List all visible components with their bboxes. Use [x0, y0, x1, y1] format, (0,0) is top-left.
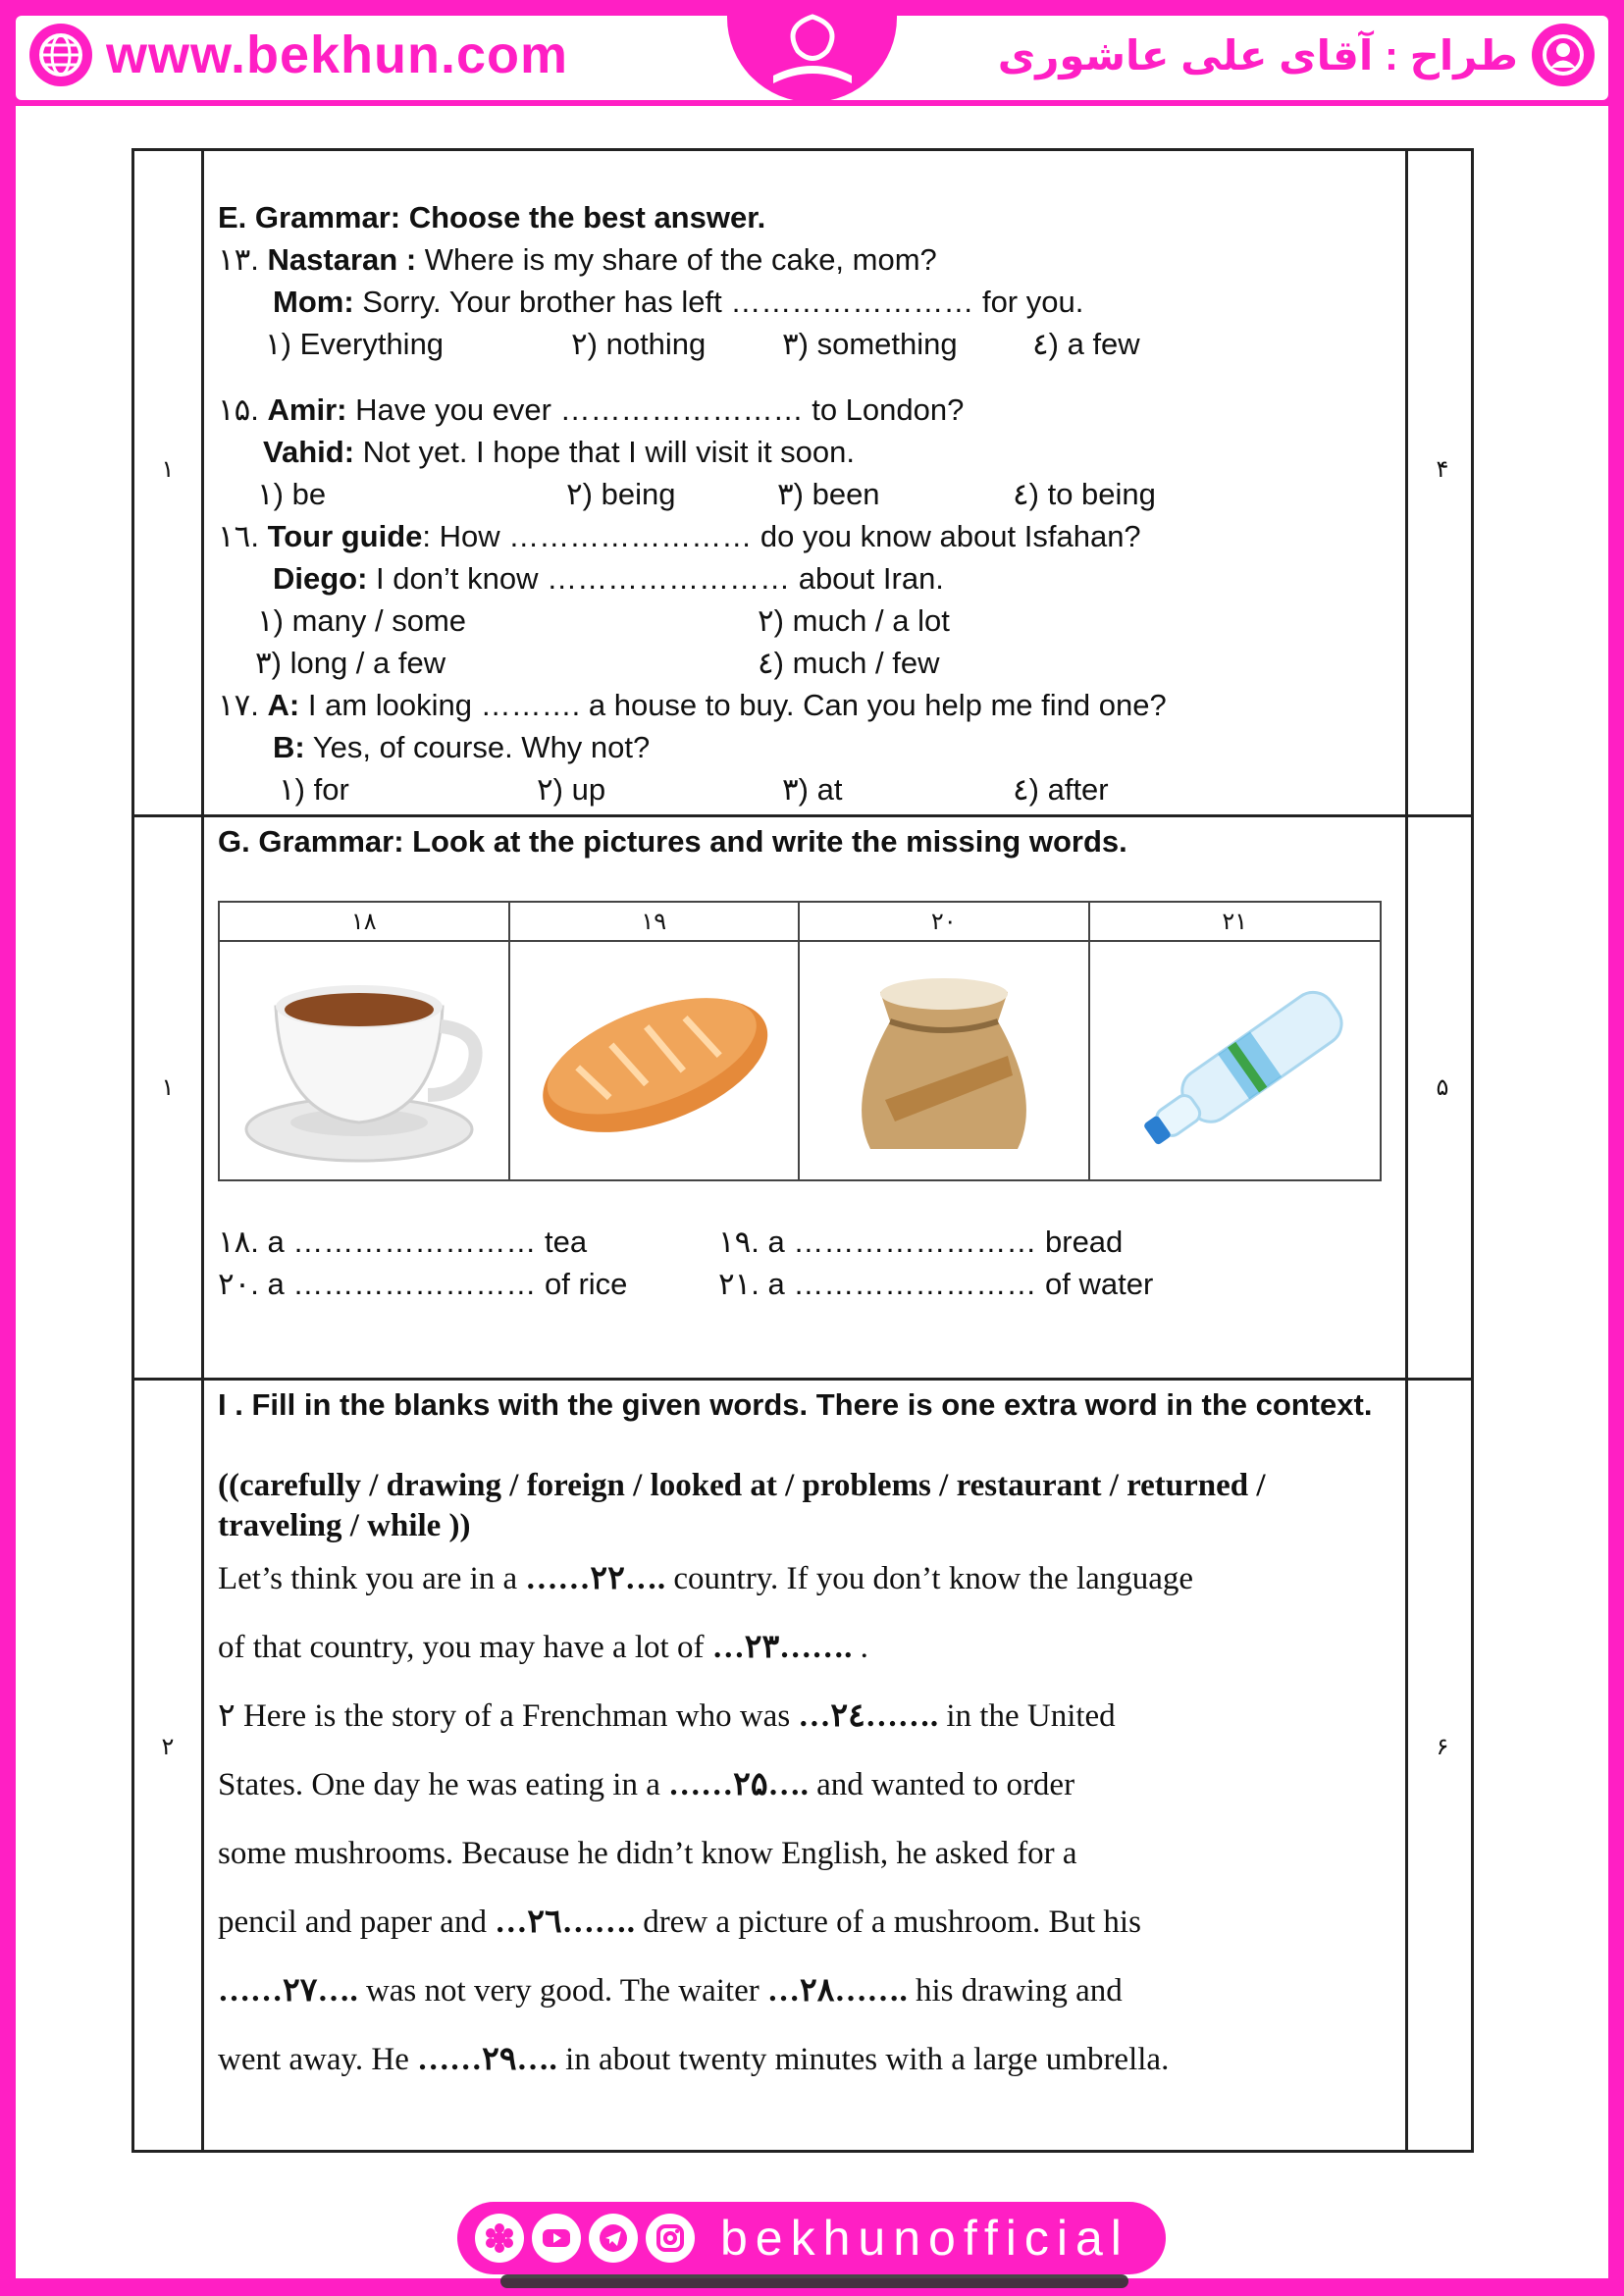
passage — [218, 1544, 1395, 2094]
website-url: www.bekhun.com — [106, 26, 569, 84]
option[interactable]: ۳) something — [782, 327, 958, 361]
option[interactable]: ۳) at — [782, 772, 843, 807]
water-bottle-image — [1090, 942, 1381, 1179]
picture-label: ۱۹ — [510, 903, 801, 942]
passage-line: of that country, you may have a lot of …۲۳……. . — [218, 1630, 868, 1665]
rubika-icon[interactable] — [475, 2214, 524, 2263]
passage-line: ۲ Here is the story of a Frenchman who was …۲٤……. in the United — [218, 1698, 1116, 1734]
question-15: ۱۵. Amir: Have you ever …………………… to London? — [218, 392, 965, 427]
passage-line: ……۲۷…. was not very good. The waiter …۲۸……. his drawing and — [218, 1973, 1123, 2009]
row-divider — [134, 1378, 1471, 1381]
option[interactable]: ۲) much / a lot — [758, 603, 950, 638]
youtube-icon[interactable] — [532, 2214, 581, 2263]
picture-label: ۱۸ — [220, 903, 510, 942]
book-logo-icon — [754, 7, 871, 95]
passage-line: States. One day he was eating in a ……۲۵…. and wanted to order — [218, 1767, 1075, 1802]
website-link[interactable] — [29, 24, 568, 86]
passage-line: Let’s think you are in a ……۲۲…. country. If you don’t know the language — [218, 1561, 1194, 1596]
picture-label: ۲۱ — [1090, 903, 1381, 942]
row-score: ۵ — [1436, 1074, 1449, 1101]
passage-line: some mushrooms. Because he didn’t know English, he asked for a — [218, 1836, 1077, 1871]
section-e-heading: E. Grammar: Choose the best answer. — [218, 200, 766, 235]
option[interactable]: ۲) up — [537, 772, 606, 807]
section-g-answers — [218, 1221, 1395, 1305]
question-16: ۱٦. Tour guide: How …………………… do you know about Isfahan? — [218, 519, 1141, 553]
question-17: ۱۷. A: I am looking ………. a house to buy. Can you help me find one? — [218, 688, 1167, 722]
options-17 — [218, 768, 1395, 810]
column-divider — [1405, 151, 1408, 2150]
designer-name: طراح : آقای علی عاشوری — [997, 31, 1518, 78]
row-number: ۱ — [161, 456, 175, 483]
option[interactable]: ٤) much / few — [758, 646, 940, 680]
section-i-heading: I . Fill in the blanks with the given words. There is one extra word in the context. — [218, 1387, 1373, 1422]
tea-cup-image — [220, 942, 510, 1179]
passage-line: pencil and paper and …۲٦……. drew a picture of a mushroom. But his — [218, 1905, 1141, 1940]
rice-sack-image — [800, 942, 1090, 1179]
exam-table — [131, 148, 1474, 2153]
footer-shadow — [500, 2274, 1128, 2288]
options-16b — [218, 642, 1395, 684]
option[interactable]: ۳) long / a few — [255, 646, 446, 680]
option[interactable]: ۱) many / some — [257, 603, 467, 638]
option[interactable]: ٤) after — [1013, 772, 1109, 807]
option[interactable]: ۱) for — [279, 772, 349, 807]
option[interactable]: ۳) been — [777, 477, 880, 511]
user-icon — [1532, 24, 1595, 86]
picture-label: ۲۰ — [800, 903, 1090, 942]
option[interactable]: ٤) to being — [1013, 477, 1156, 511]
section-g-heading: G. Grammar: Look at the pictures and write the missing words. — [218, 824, 1127, 859]
option[interactable]: ۱) be — [257, 477, 327, 511]
answer-18: ۱۸. a …………………… tea — [218, 1225, 588, 1259]
answer-19: ۱۹. a …………………… bread — [718, 1225, 1124, 1259]
row-score: ۴ — [1436, 456, 1449, 483]
answer-21: ۲۱. a …………………… of water — [718, 1267, 1154, 1301]
options-16a — [218, 600, 1395, 642]
passage-line: went away. He ……۲۹…. in about twenty minutes with a large umbrella. — [218, 2042, 1170, 2077]
bread-image — [510, 942, 801, 1179]
question-13: ۱۳. Nastaran : Where is my share of the cake, mom? — [218, 242, 937, 277]
telegram-icon[interactable] — [589, 2214, 638, 2263]
row-score: ۶ — [1436, 1734, 1449, 1760]
answer-20: ۲۰. a …………………… of rice — [218, 1267, 628, 1301]
option[interactable]: ۲) nothing — [571, 327, 707, 361]
options-15 — [218, 473, 1395, 515]
word-bank: ((carefully / drawing / foreign / looked at / problems / restaurant / returned / traveling / while )) — [218, 1468, 1266, 1543]
row-number: ۱ — [161, 1074, 175, 1101]
social-footer — [457, 2202, 1166, 2274]
instagram-icon[interactable] — [646, 2214, 695, 2263]
row-divider — [134, 814, 1471, 817]
option[interactable]: ۱) Everything — [265, 327, 445, 361]
option[interactable]: ٤) a few — [1032, 327, 1140, 361]
section-e: E. Grammar: Choose the best answer. ۱۳. Nastaran : Where is my share of the cake, mom? Mom: Sorry. Your brother has left …………………… for you. ۱) Everything ۲) nothing ۳) something ٤) a few ۱۵. Amir: Have you ever …………………… to London? Vahid: Not yet. I hope that I will visit it soon. ۱) be ۲) being ۳) been ٤) to being ۱٦. Tour guide: How …………………… do you know about Isfahan? Diego: I don’t know …………………… about Iran. ۱) many / some ۲) much / a lot ۳) long / a few ٤) much / few ۱۷. A: I am looking ………. a house to buy. Can you help me find one? B: Yes, of course. Why not? ۱) for ۲) up ۳) at ٤) after — [218, 196, 1395, 810]
option[interactable]: ۲) being — [566, 477, 676, 511]
globe-icon — [29, 24, 92, 86]
picture-grid — [218, 901, 1382, 1181]
social-handle[interactable]: bekhunofficial — [720, 2211, 1129, 2266]
row-number: ۲ — [161, 1734, 175, 1760]
designer-credit — [998, 24, 1595, 86]
column-divider — [201, 151, 204, 2150]
options-13 — [218, 323, 1395, 365]
